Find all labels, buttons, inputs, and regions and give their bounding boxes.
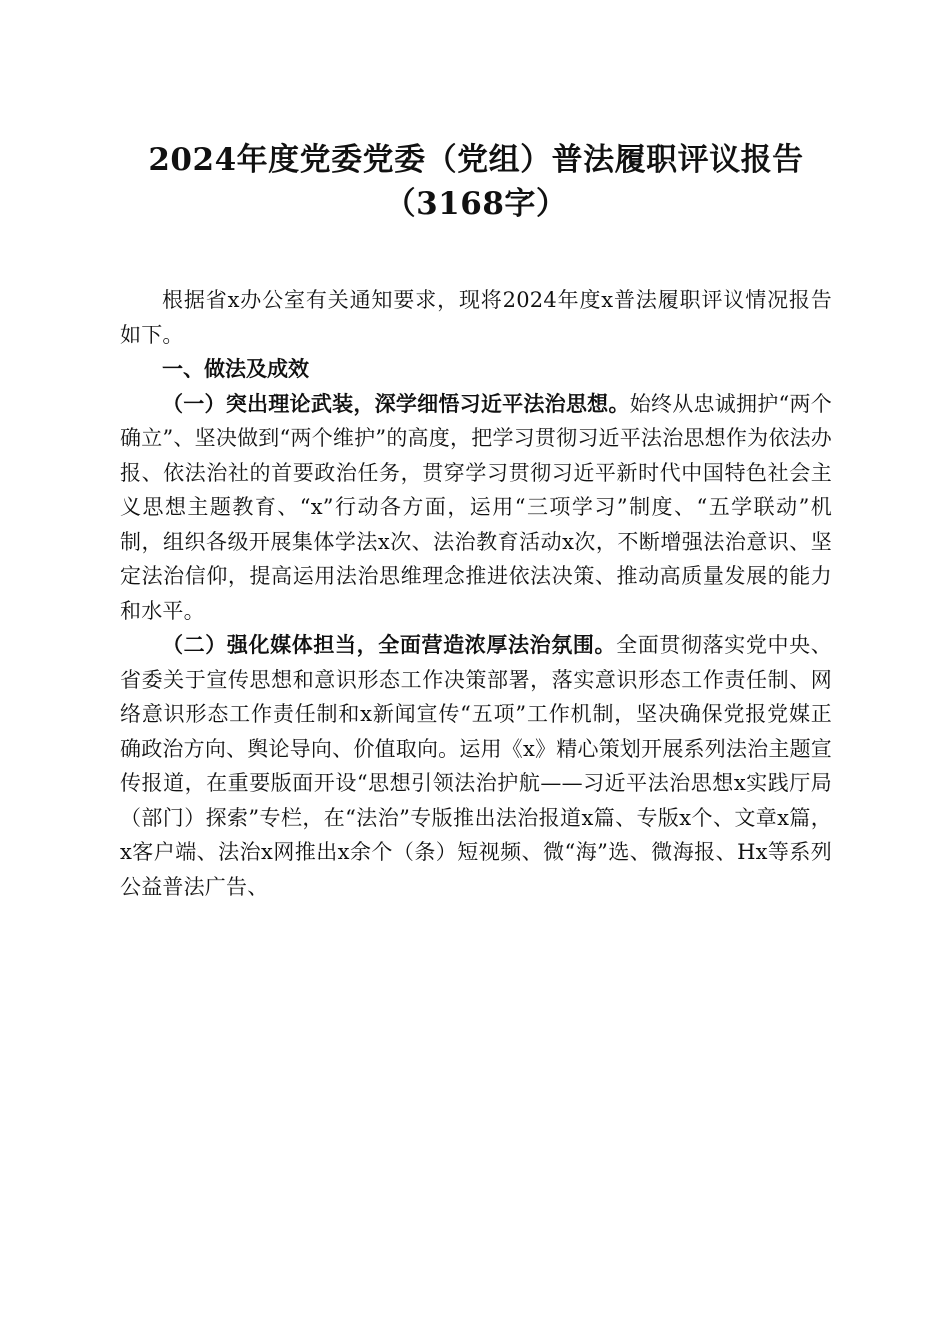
intro-paragraph: 根据省x办公室有关通知要求，现将2024年度x普法履职评议情况报告如下。 bbox=[120, 288, 832, 347]
item-paragraph-2 bbox=[120, 628, 832, 904]
item-lead: （二）强化媒体担当，全面营造浓厚法治氛围。 bbox=[162, 632, 617, 657]
item-paragraph-1 bbox=[120, 387, 832, 629]
item-text: 始终从忠诚拥护“两个确立”、坚决做到“两个维护”的高度，把学习贯彻习近平法治思想作为依法办报、依法治社的首要政治任务，贯穿学习贯彻习近平新时代中国特色社会主义思想主题教育、“x”行动各方面，运用“三项学习”制度、“五学联动”机制，组织各级开展集体学法x次、法治教育活动x次，不断增强法治意识、坚定法治信仰，提高运用法治思维理念推进依法决策、推动高质量发展的能力和水平。 bbox=[120, 391, 832, 623]
document-title: 2024年度党委党委（党组）普法履职评议报告（3168字） bbox=[148, 142, 804, 222]
item-text: 全面贯彻落实党中央、省委关于宣传思想和意识形态工作决策部署，落实意识形态工作责任制、网络意识形态工作责任制和x新闻宣传“五项”工作机制，坚决确保党报党媒正确政治方向、舆论导向、价值取向。运用《x》精心策划开展系列法治主题宣传报道，在重要版面开设“思想引领法治护航——习近平法治思想x实践厅局（部门）探索”专栏，在“法治”专版推出法治报道x篇、专版x个、文章x篇，x客户端、法治x网推出x余个（条）短视频、微“海”选、微海报、Hx等系列公益普法广告、 bbox=[120, 633, 832, 899]
document-body bbox=[120, 283, 832, 904]
item-lead: （一）突出理论武装，深学细悟习近平法治思想。 bbox=[162, 390, 630, 416]
section-heading: 一、做法及成效 bbox=[162, 357, 309, 381]
